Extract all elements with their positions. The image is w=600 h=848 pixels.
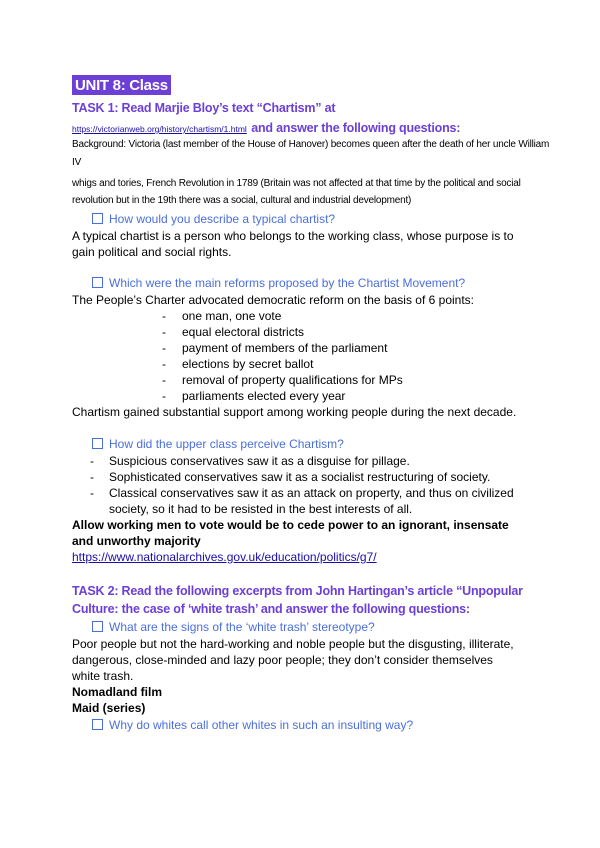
chartism-source-link[interactable]: https://victorianweb.org/history/chartism/1.html <box>72 124 247 134</box>
answer-line: Poor people but not the hard-working and noble people but the disgusting, illiterate, <box>72 637 514 651</box>
answer-outro: Chartism gained substantial support among working people during the next decade. <box>72 405 517 419</box>
list-dash: - <box>162 373 166 387</box>
list-dash: - <box>90 454 94 468</box>
answer-line: gain political and social rights. <box>72 245 232 259</box>
series-reference: Maid (series) <box>72 701 146 715</box>
task1-heading-cont: and answer the following questions: <box>251 121 461 135</box>
question-typical-chartist: How would you describe a typical chartist? <box>92 212 335 226</box>
background-line-2: IV <box>72 157 82 168</box>
unit-title: UNIT 8: Class <box>72 75 171 95</box>
list-dash: - <box>90 470 94 484</box>
list-item: Sophisticated conservatives saw it as a socialist restructuring of society. <box>109 470 491 484</box>
bold-statement: Allow working men to vote would be to cede power to an ignorant, insensate <box>72 518 509 532</box>
list-item: removal of property qualifications for MPs <box>182 373 403 387</box>
checkbox-icon[interactable] <box>92 719 103 730</box>
question-white-trash-signs: What are the signs of the ‘white trash’ stereotype? <box>92 620 375 634</box>
list-dash: - <box>162 309 166 323</box>
checkbox-icon[interactable] <box>92 438 103 449</box>
answer-line: dangerous, close-minded and lazy poor people; they don’t consider themselves <box>72 653 493 667</box>
answer-intro: The People’s Charter advocated democratic reform on the basis of 6 points: <box>72 293 474 307</box>
answer-line: A typical chartist is a person who belongs to the working class, whose purpose is to <box>72 229 514 243</box>
background-line-3: whigs and tories, French Revolution in 1789 (Britain was not affected at that time by the political and social <box>72 178 521 189</box>
bold-statement: and unworthy majority <box>72 534 201 548</box>
list-item: elections by secret ballot <box>182 357 314 371</box>
task1-heading-line2 <box>72 119 460 137</box>
list-dash: - <box>162 325 166 339</box>
list-dash: - <box>162 357 166 371</box>
list-dash: - <box>162 389 166 403</box>
list-item: payment of members of the parliament <box>182 341 388 355</box>
question-main-reforms: Which were the main reforms proposed by the Chartist Movement? <box>92 276 465 290</box>
background-line-1: Background: Victoria (last member of the House of Hanover) becomes queen after the death of her uncle William <box>72 139 550 150</box>
list-item: one man, one vote <box>182 309 282 323</box>
background-line-4: revolution but in the 19th there was a social, cultural and industrial development) <box>72 195 412 206</box>
list-item: Classical conservatives saw it as an attack on property, and thus on civilized <box>109 486 514 500</box>
task2-heading: Culture: the case of ‘white trash’ and answer the following questions: <box>72 602 470 616</box>
task1-heading: TASK 1: Read Marjie Bloy’s text “Chartism” at <box>72 101 336 115</box>
question-insulting: Why do whites call other whites in such an insulting way? <box>92 718 413 732</box>
list-item: parliaments elected every year <box>182 389 346 403</box>
list-item-cont: society, so it had to be resisted in the best interests of all. <box>109 502 413 516</box>
national-archives-link[interactable]: https://www.nationalarchives.gov.uk/education/politics/g7/ <box>72 550 377 564</box>
list-dash: - <box>90 486 94 500</box>
checkbox-icon[interactable] <box>92 277 103 288</box>
question-upper-class: How did the upper class perceive Chartism? <box>92 437 344 451</box>
list-dash: - <box>162 341 166 355</box>
list-item: Suspicious conservatives saw it as a disguise for pillage. <box>109 454 410 468</box>
film-reference: Nomadland film <box>72 685 163 699</box>
task2-heading: TASK 2: Read the following excerpts from John Hartingan’s article “Unpopular <box>72 584 523 598</box>
checkbox-icon[interactable] <box>92 213 103 224</box>
checkbox-icon[interactable] <box>92 621 103 632</box>
list-item: equal electoral districts <box>182 325 305 339</box>
answer-line: white trash. <box>72 669 134 683</box>
